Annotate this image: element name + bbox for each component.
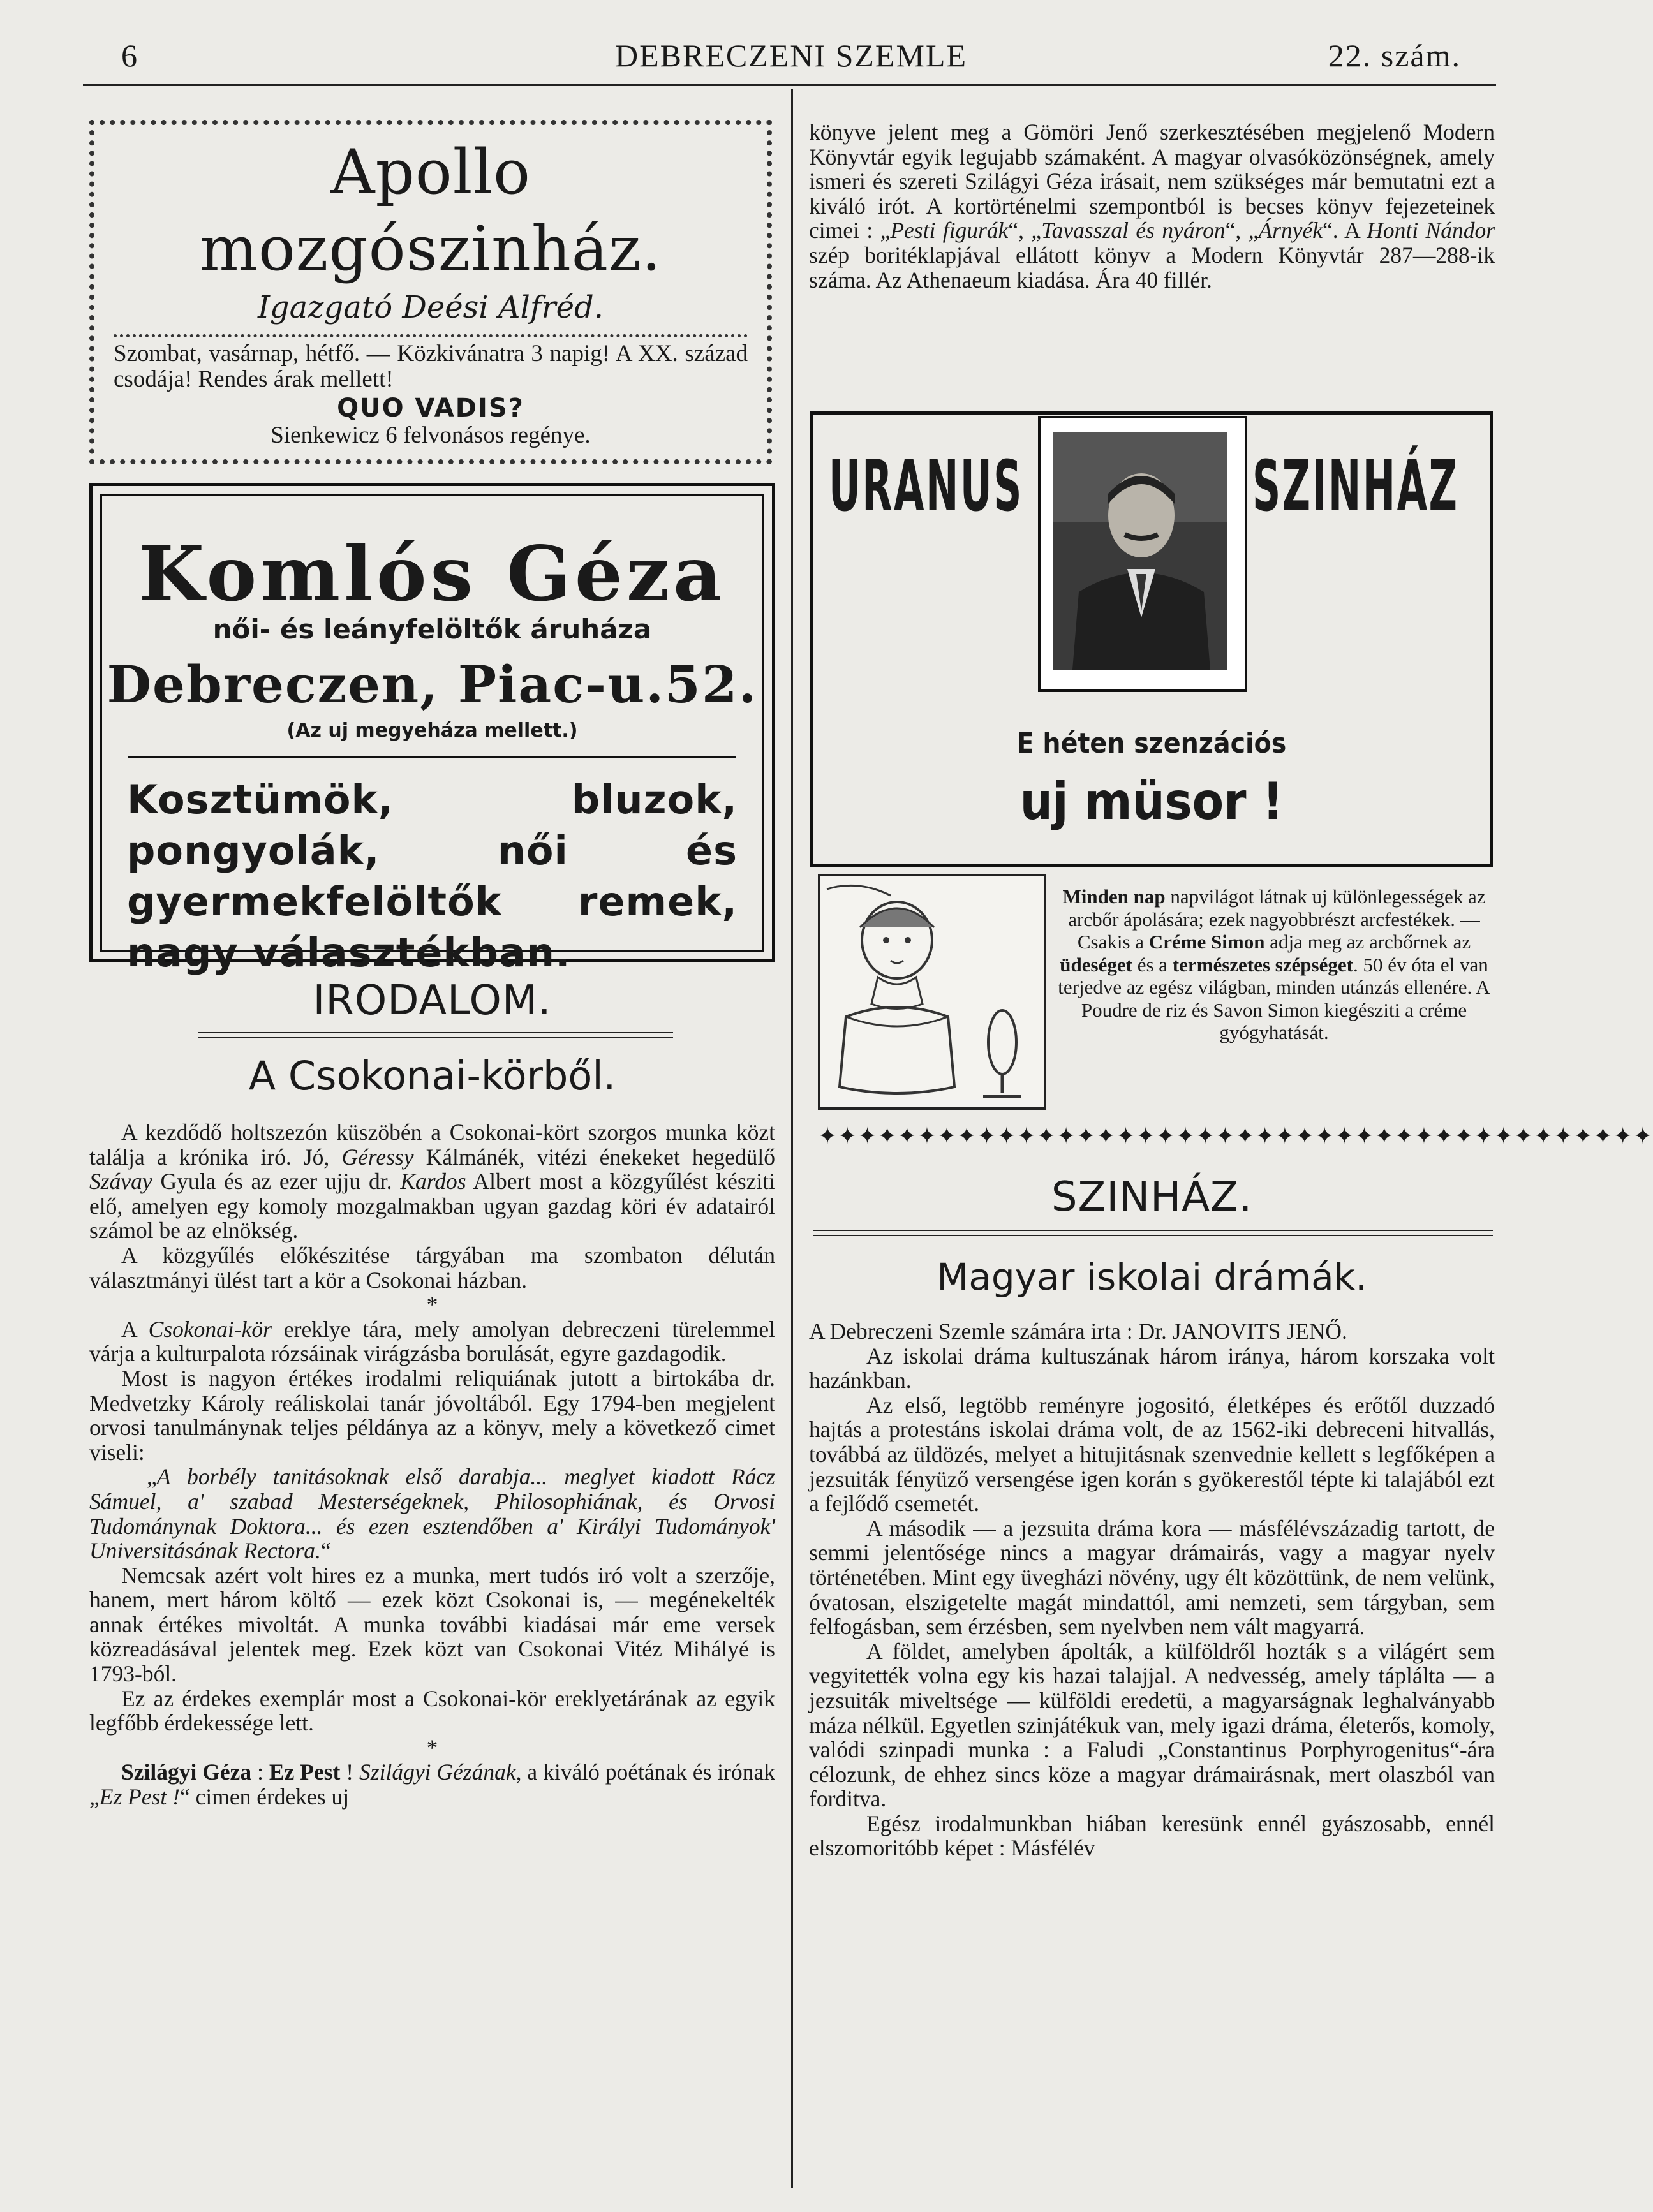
irodalom-column (89, 1120, 775, 1810)
apollo-title: Apollo mozgószinház. (199, 136, 662, 284)
issue-number: 22. szám. (1328, 38, 1461, 73)
komlos-body: Kosztümök, bluzok, pongyolák, női és gyermekfelöltők remek, nagy választékban. (127, 776, 738, 976)
szinhaz-rule (813, 1230, 1493, 1236)
simon-ad-text: Minden nap napvilágot látnak uj különlegességek az arcbőr ápolására; ezek nagyobbrészt arcfestékek. — Csakis a Créme Simon adja meg az arcbőrnek az üdeséget és a természetes szépséget. 50 év óta el van terjedve az egész világban, minden utánzás ellenére. A Poudre de riz és Savon Simon kiegésziti a créme gyógyhatását. (1058, 885, 1490, 1043)
book-title-quote: „A borbély tanitásoknak első darabja... meglyet kiadott Rácz Sámuel, a' szabad Mesterségeknek, Philosophiának, és Orvosi Tudománynak Doktora... és ezen esztendőben a' Királyi Tudományok' Universitásának Rectora.“ (89, 1464, 775, 1564)
column-divider (791, 89, 793, 2188)
paragraph: A kezdődő holtszezón küszöbén a Csokonai-kört szorgos munka közt találja a krónika iró. Jó, Géressy Kálmánék, vitézi énekeket hegedülő Szávay Gyula és az ezer ujju dr. Kardos Albert most a közgyűlést késziti elő, amelyen egy komoly mozgalmakban ugyan gazdag köri év adatairól számol be az elnökség. (89, 1119, 775, 1244)
byline: A Debreczeni Szemle számára irta : Dr. JANOVITS JENŐ. (809, 1318, 1347, 1344)
paragraph: Szilágyi Géza : Ez Pest ! Szilágyi Gézának, a kiváló poétának és irónak „Ez Pest !“ cimen érdekes uj (89, 1759, 776, 1810)
apollo-program-text: Szombat, vasárnap, hétfő. — Közkivánatra 3 napig! A XX. század csodája! Rendes árak mellett! (114, 341, 748, 392)
komlos-rule (128, 749, 736, 758)
portrait-image (1053, 432, 1227, 670)
portrait-photo (1038, 416, 1247, 692)
apollo-cinema-ad (89, 120, 772, 464)
paragraph: A közgyűlés előkészitése tárgyában ma szombaton délután választmányi ülést tart a kör a Csokonai házban. (89, 1242, 775, 1293)
running-header (121, 37, 1461, 82)
separator-star: * (426, 1734, 438, 1760)
uranus-line1: E héten szenzációs (1016, 727, 1287, 760)
komlos-note: (Az uj megyeháza mellett.) (286, 719, 578, 742)
paragraph: A földet, amelyben ápolták, a külföldről hozták s a világért sem vegyitették volna egy kis hazai talajjal. A nedvesség, amely táplálta — a jezsuiták miveltsége — külföldi eredetü, a magyarságnak leghalványabb máza nélkül. Egyetlen szinjátékuk van, mely igazi dráma, életerős, komoly, valódi szinpadi munka : a Faludi „Constantinus Porphyrogenitus“-ára célozunk, de ehhez sincs köze a magyar drámairásnak, mert olaszból van forditva. (809, 1638, 1495, 1812)
ornament-row: ✦✦✦✦✦✦✦✦✦✦✦✦✦✦✦✦✦✦✦✦✦✦✦✦✦✦✦✦✦✦✦✦✦✦✦✦✦✦✦✦✦✦ (818, 1123, 1653, 1149)
woman-illustration (818, 874, 1046, 1110)
paragraph: A Csokonai-kör ereklye tára, mely amolyan debreczeni türelemmel várja a kulturpalota rózsáinak virágzásba borulását, egyre gazdagodik. (89, 1316, 775, 1367)
irodalom-rule (198, 1032, 673, 1038)
woman-with-mirror-icon (820, 876, 1044, 1107)
header-rule (83, 84, 1496, 86)
irodalom-article-title: A Csokonai-körből. (248, 1052, 616, 1099)
szinhaz-column (809, 1319, 1495, 1861)
paragraph: Egész irodalmunkban hiában keresünk ennél gyászosabb, ennél elszomoritóbb képet : Másfélév (809, 1810, 1495, 1861)
komlos-geza-ad (89, 483, 775, 976)
apollo-director: Igazgató Deési Alfréd. (257, 290, 604, 325)
szinhaz-heading: SZINHÁZ. (1051, 1174, 1253, 1221)
paragraph: Az első, legtöbb reményre jogositó, életképes és erőtől duzzadó hajtás a protestáns iskolai dráma volt, de az 1562-iki debreceni hitvallás, továbbá az üldözés, melyet a hitujitásnak szenvednie kellett s legfőképen a jezsuiták fényüző versengése igen korán s gyökerestől tépte ki talajából ezt a fejlődő csemetét. (809, 1392, 1495, 1517)
szinhaz-word: SZINHÁZ (1252, 445, 1459, 527)
paragraph: Most is nagyon értékes irodalmi reliquiának jutott a birtokába dr. Medvetzky Károly reáliskolai tanár jóvoltából. Egy 1794-ben megjelent orvosi tanulmánynak teljes példánya az a könyv, mely a következő cimet viseli: (89, 1365, 775, 1465)
irodalom-heading: IRODALOM. (313, 977, 552, 1024)
portrait-man-icon (1053, 432, 1227, 670)
komlos-address: Debreczen, Piac-u.52. (107, 654, 758, 714)
szinhaz-article-title: Magyar iskolai drámák. (937, 1255, 1367, 1299)
apollo-film-description: Sienkewicz 6 felvonásos regénye. (271, 422, 591, 448)
uranus-word: URANUS (829, 445, 1023, 527)
paragraph: Az iskolai dráma kultuszának három iránya, három korszaka volt hazánkban. (809, 1343, 1495, 1394)
uranus-theatre-ad (810, 411, 1493, 867)
komlos-name: Komlós Géza (138, 529, 726, 618)
komlos-subtitle: női- és leányfelöltők áruháza (212, 614, 652, 645)
paragraph: Nemcsak azért volt hires ez a munka, mert tudós iró volt a szerzője, hanem, mert három költő — ezek közt Csokonai is, — megénekelték annak értékes mivoltát. A munka további kiadásai már eme versek közreadásával jelentek meg. Ezek közt van Csokonai Vitéz Mihályé is 1793-ból. (89, 1562, 775, 1687)
paragraph: könyve jelent meg a Gömöri Jenő szerkesztésében megjelenő Modern Könyvtár egyik legujabb számaként. A magyar olvasóközönségnek, amely ismeri és szereti Szilágyi Géza irásait, nem szükséges már bemutatni ezt a kiváló irót. A kortörténelmi szempontból is becses könyv fejezeteinek cimei : „Pesti figurák“, „Tavasszal és nyáron“, „Árnyék“. A Honti Nándor szép boritéklapjával ellátott könyv a Modern Könyvtár 287—288-ik száma. Az Athenaeum kiadása. Ára 40 fillér. (809, 119, 1495, 293)
apollo-film-title: QUO VADIS? (337, 394, 524, 423)
paragraph: A második — a jezsuita dráma kora — másfélévszázadig tartott, de semmi jelentősége nincs a magyar drámairás, vagy a magyar nyelv történetében. Mint egy üvegházi növény, ugy élt közöttünk, de nem velünk, óvatosan, elszigetelte magát mindattól, ami nemzeti, sem tárgyban, sem felfogásban, sem érzésben, sem nyelvben nem vált magyarrá. (809, 1515, 1495, 1640)
uranus-line2: uj müsor ! (1019, 772, 1284, 831)
creme-simon-ad (818, 874, 1494, 1111)
dotted-divider (114, 334, 748, 337)
journal-title: DEBRECZENI SZEMLE (614, 38, 968, 73)
paragraph: Ez az érdekes exemplár most a Csokonai-kör ereklyetárának az egyik legfőbb érdekessége lett. (89, 1685, 775, 1736)
separator-star: * (426, 1292, 438, 1318)
right-column-top-text (809, 120, 1495, 292)
page-number: 6 (121, 38, 138, 73)
